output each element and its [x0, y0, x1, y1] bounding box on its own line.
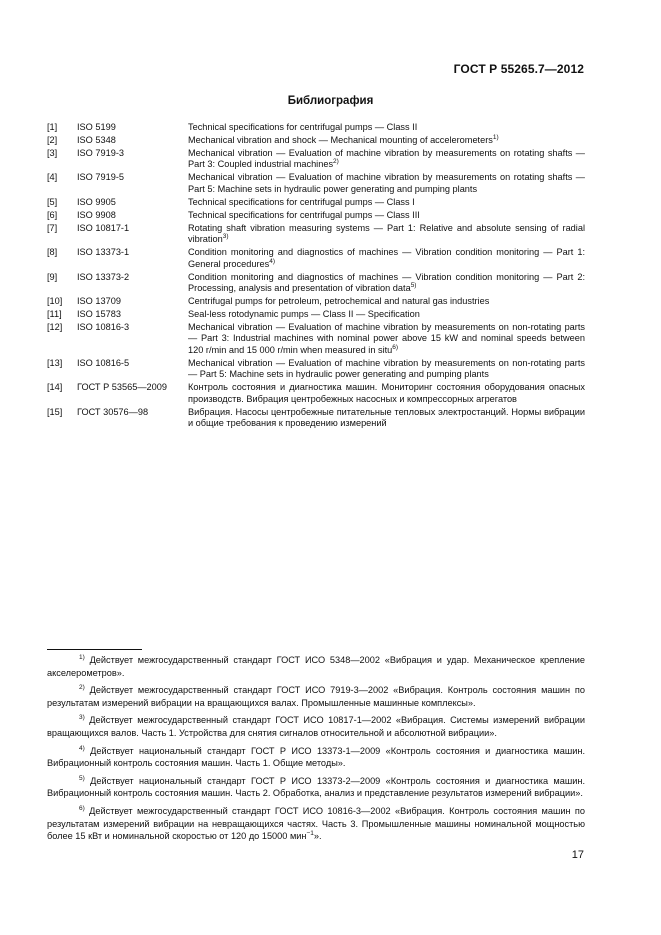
- reference-number: [11]: [47, 309, 62, 320]
- page-number: 17: [571, 849, 584, 861]
- reference-code: ISO 10816-3: [77, 322, 130, 333]
- reference-number: [14]: [47, 382, 63, 393]
- reference-title: [188, 272, 585, 295]
- reference-item: [47, 122, 585, 133]
- reference-title: [188, 309, 585, 320]
- footnote: [47, 654, 585, 679]
- footnote-text: Действует национальный стандарт ГОСТ Р ИСО 13373-1—2009 «Контроль состояния и диагностика машин. Вибрационный контроль состояния машин. Часть 1. Общие методы».: [47, 745, 585, 769]
- reference-list: [47, 122, 585, 431]
- reference-title-text: Mechanical vibration and shock — Mechanical mounting of accelerometers: [188, 135, 493, 145]
- reference-title: [188, 322, 585, 356]
- reference-number: [12]: [47, 322, 63, 333]
- reference-title: [188, 172, 585, 195]
- reference-number: [5]: [47, 196, 58, 207]
- reference-item: [47, 322, 585, 356]
- reference-code: ISO 9908: [77, 209, 116, 220]
- reference-item: [47, 309, 585, 320]
- reference-item: [47, 210, 585, 221]
- reference-code: ГОСТ Р 53565—2009: [77, 382, 167, 393]
- reference-number: [13]: [47, 357, 63, 368]
- reference-item: [47, 197, 585, 208]
- reference-number: [3]: [47, 148, 58, 158]
- footnote-mark: 2): [79, 684, 85, 692]
- reference-title-text: Centrifugal pumps for petroleum, petrochemical and natural gas industries: [188, 296, 490, 307]
- reference-item: [47, 382, 585, 405]
- reference-title-text: Mechanical vibration — Evaluation of machine vibration by measurements on rotating shafts — Part 5: Machine sets in hydraulic power generating and pumping plants: [188, 172, 585, 194]
- reference-title-text: Вибрация. Насосы центробежные питательные тепловых электростанций. Нормы вибрации и общие требования к проведению измерений: [188, 406, 585, 429]
- footnote-marker: 4): [269, 257, 275, 265]
- reference-code: ISO 9905: [77, 196, 116, 207]
- reference-title: [188, 210, 585, 221]
- reference-title: [188, 197, 585, 208]
- reference-item: [47, 358, 585, 381]
- reference-item: [47, 148, 585, 171]
- reference-title: [188, 135, 585, 146]
- reference-number: [7]: [47, 222, 58, 233]
- footnote: [47, 714, 585, 739]
- reference-item: [47, 296, 585, 307]
- reference-title: [188, 223, 585, 246]
- footnote-divider: [47, 649, 142, 650]
- footnote: [47, 684, 585, 709]
- standard-header: ГОСТ Р 55265.7—2012: [453, 62, 584, 76]
- reference-item: [47, 272, 585, 295]
- footnote: [47, 805, 585, 843]
- footnote-marker: 1): [492, 134, 499, 141]
- footnote-mark: 3): [79, 714, 85, 722]
- bibliography-title: Библиография: [287, 95, 374, 107]
- reference-number: [8]: [47, 247, 58, 258]
- reference-item: [47, 247, 585, 270]
- reference-title: [188, 407, 585, 430]
- reference-title-text: Condition monitoring and diagnostics of machines — Vibration condition monitoring — Part 1: General procedures: [188, 247, 585, 269]
- footnote-marker: 3): [222, 233, 229, 241]
- reference-code: ISO 10816-5: [77, 357, 130, 368]
- reference-title: [188, 358, 585, 381]
- footnote: [47, 775, 585, 800]
- footnote-exponent: −1: [306, 830, 314, 838]
- reference-item: [47, 172, 585, 195]
- reference-title: [188, 247, 585, 270]
- reference-item: [47, 407, 585, 430]
- reference-title-text: Technical specifications for centrifugal pumps — Class III: [188, 209, 420, 220]
- footnote-mark: 5): [79, 774, 85, 782]
- reference-number: [9]: [47, 271, 58, 282]
- footnote-marker: 2): [333, 158, 339, 166]
- reference-code: ISO 15783: [77, 309, 121, 320]
- reference-title-text: Mechanical vibration — Evaluation of machine vibration by measurements on non-rotating parts — Part 3: Industrial machines with nominal power above 15 kW and nominal speeds between 120 r/min and 15 000 r/min when measured in situ: [188, 322, 585, 355]
- reference-title-text: Mechanical vibration — Evaluation of machine vibration by measurements on rotating shafts — Part 3: Coupled industrial machines: [188, 148, 585, 170]
- reference-code: ISO 7919-5: [77, 172, 124, 183]
- footnote-text: Действует межгосударственный стандарт ГОСТ ИСО 7919-3—2002 «Вибрация. Контроль состояния машин по результатам измерений вибрации на вращающихся валах. Промышленные машинные комплексы».: [47, 685, 585, 708]
- reference-item: [47, 135, 585, 146]
- reference-title-text: Rotating shaft vibration measuring systems — Part 1: Relative and absolute sensing of radial vibration: [188, 222, 585, 245]
- reference-code: ISO 13373-1: [77, 247, 130, 258]
- reference-title: [188, 148, 585, 171]
- footnote-marker: 5): [410, 282, 417, 290]
- footnote-marker: 6): [392, 343, 399, 351]
- footnote-text: Действует межгосударственный стандарт ГОСТ ИСО 10816-3—2002 «Вибрация. Контроль состояния машин по результатам измерений вибрации на невращающихся частях. Часть 3. Промышленные машины номинальной мощностью более 15 кВт и номинальной скоростью от 120 до 15000 мин: [47, 805, 585, 842]
- reference-title: [188, 382, 585, 405]
- reference-code: ISO 7919-3: [77, 148, 124, 158]
- footnote-text: Действует национальный стандарт ГОСТ Р ИСО 13373-2—2009 «Контроль состояния и диагностика машин. Вибрационный контроль состояния машин. Часть 2. Обработка, анализ и представление результатов измерений вибрации».: [47, 775, 585, 799]
- reference-title-text: Mechanical vibration — Evaluation of machine vibration by measurements on non-rotating parts — Part 5: Machine sets in hydraulic power generating and pumping plants: [188, 357, 585, 380]
- reference-title: [188, 296, 585, 307]
- reference-code: ISO 10817-1: [77, 222, 130, 233]
- reference-title-text: Technical specifications for centrifugal pumps — Class II: [188, 122, 418, 132]
- reference-number: [10]: [47, 296, 63, 307]
- reference-title-text: Condition monitoring and diagnostics of machines — Vibration condition monitoring — Part 2: Processing, analysis and presentation of vibration data: [188, 271, 585, 294]
- reference-number: [1]: [47, 122, 58, 132]
- reference-title-text: Seal-less rotodynamic pumps — Class II — Specification: [188, 309, 420, 320]
- reference-number: [15]: [47, 406, 63, 417]
- reference-code: ISO 5199: [77, 122, 116, 132]
- footnote-mark: 1): [79, 654, 85, 661]
- reference-item: [47, 223, 585, 246]
- reference-title: [188, 122, 585, 133]
- footnote-text: Действует межгосударственный стандарт ГОСТ ИСО 5348—2002 «Вибрация и удар. Механическое крепление акселерометров».: [47, 655, 585, 678]
- footnote-tail: ».: [313, 831, 322, 842]
- reference-title-text: Контроль состояния и диагностика машин. Мониторинг состояния оборудования опасных производств. Вибрация центробежных насосных и компрессорных агрегатов: [188, 382, 585, 404]
- footnote-mark: 6): [79, 804, 85, 812]
- reference-number: [2]: [47, 135, 58, 145]
- footnote-text: Действует межгосударственный стандарт ГОСТ ИСО 10817-1—2002 «Вибрация. Системы измерений вибрации вращающихся валов. Часть 1. Устройства для снятия сигналов относительной и абсолютной вибрации».: [47, 715, 585, 738]
- footnote-mark: 4): [79, 744, 85, 752]
- reference-number: [4]: [47, 172, 58, 183]
- reference-number: [6]: [47, 209, 58, 220]
- reference-code: ГОСТ 30576—98: [77, 406, 149, 417]
- footnote: [47, 745, 585, 770]
- reference-code: ISO 5348: [77, 135, 116, 145]
- footnote-list: [47, 654, 585, 848]
- reference-title-text: Technical specifications for centrifugal pumps — Class I: [188, 196, 415, 207]
- reference-code: ISO 13373-2: [77, 271, 130, 282]
- reference-code: ISO 13709: [77, 296, 121, 307]
